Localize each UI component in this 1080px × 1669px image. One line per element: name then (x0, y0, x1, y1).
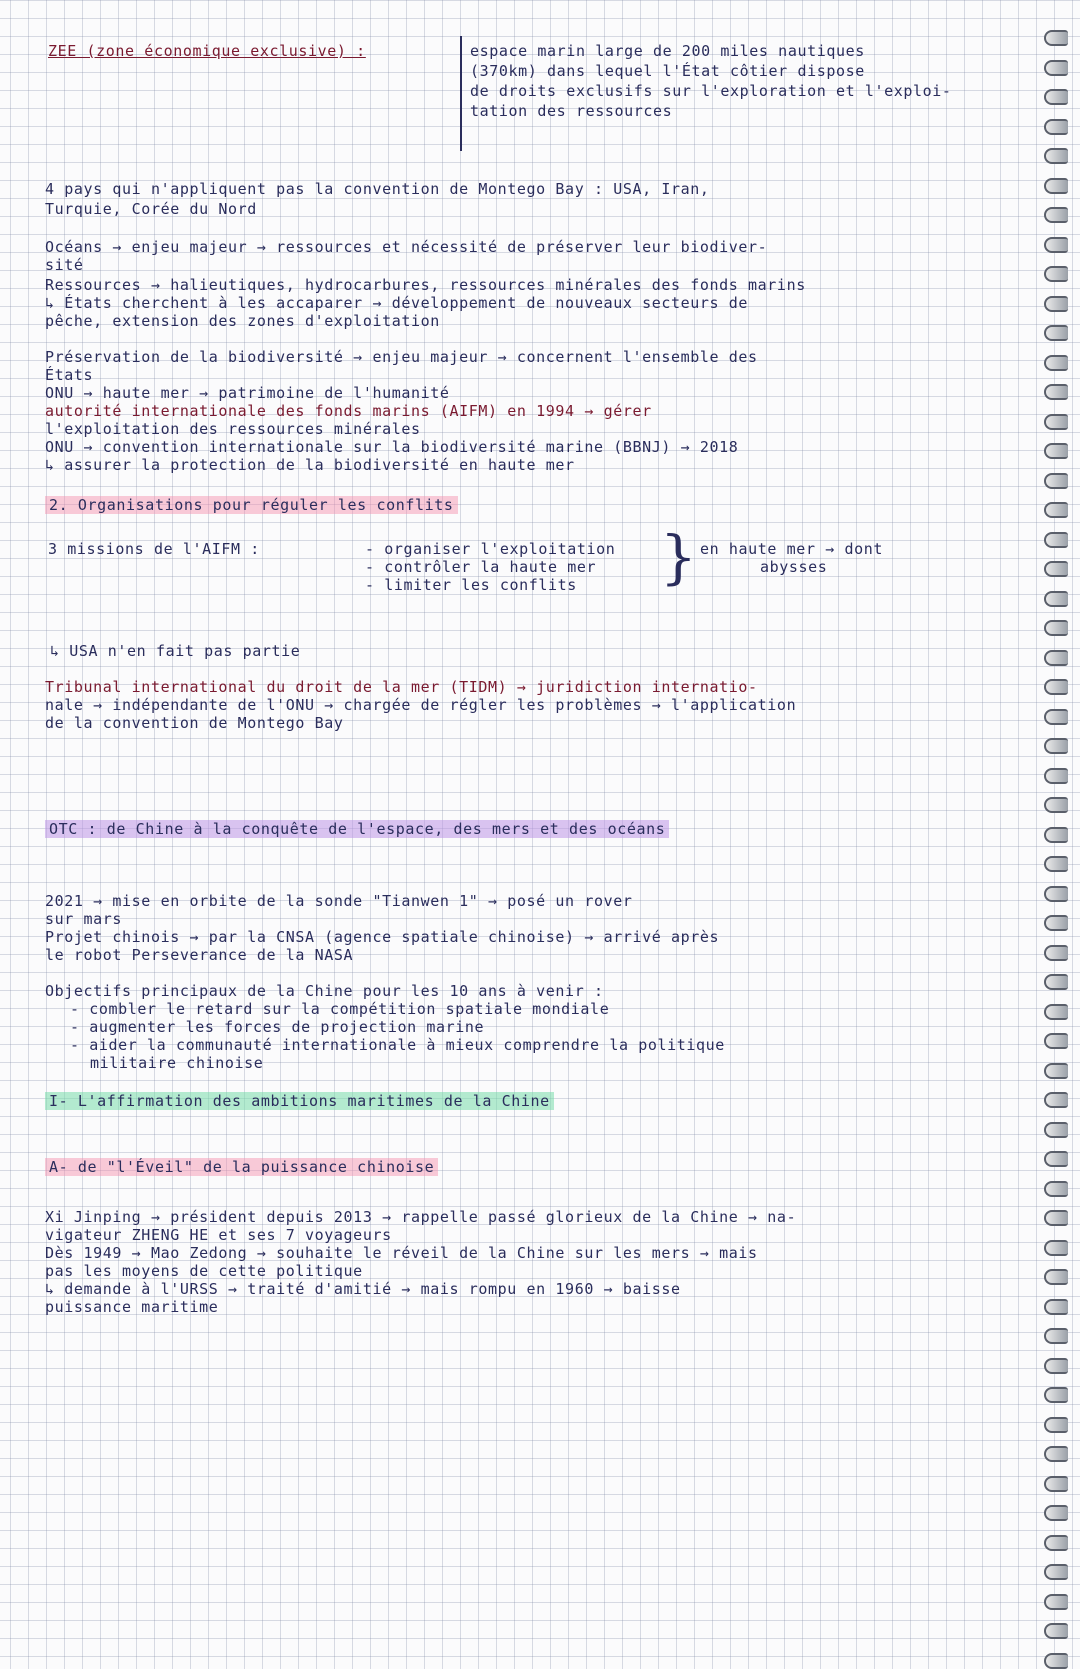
spiral-ring (1044, 237, 1068, 253)
spiral-ring (1044, 178, 1068, 194)
spiral-ring (1044, 502, 1068, 518)
brace-symbol: } (660, 523, 697, 591)
part-a-title: A- de "l'Éveil" de la puissance chinoise (45, 1158, 438, 1176)
missions-label: 3 missions de l'AIFM : (48, 540, 260, 558)
zee-definition-line: de droits exclusifs sur l'exploration et l'exploi- (470, 82, 952, 100)
xi-line: vigateur ZHENG HE et ses 7 voyageurs (45, 1226, 392, 1244)
spiral-ring (1044, 797, 1068, 813)
bbnj-line: ONU → convention internationale sur la biodiversité marine (BBNJ) → 2018 (45, 438, 739, 456)
mission-item: - limiter les conflits (365, 576, 577, 594)
oceans-line: sité (45, 256, 84, 274)
objectif-item: - augmenter les forces de projection marine (70, 1018, 485, 1036)
spiral-ring (1044, 650, 1068, 666)
notebook-page (40, 28, 1025, 1508)
tidm-line: Tribunal international du droit de la mer (TIDM) → juridiction internatio- (45, 678, 758, 696)
tianwen-line: sur mars (45, 910, 123, 928)
spiral-ring (1044, 1623, 1068, 1639)
spiral-ring (1044, 1181, 1068, 1197)
mission-item: - contrôler la haute mer (365, 558, 597, 576)
zee-title: ZEE (zone économique exclusive) : (48, 42, 366, 60)
part-1-title: I- L'affirmation des ambitions maritimes de la Chine (45, 1092, 554, 1110)
spiral-ring (1044, 915, 1068, 931)
spiral-ring (1044, 1151, 1068, 1167)
zee-definition-line: tation des ressources (470, 102, 673, 120)
preservation-line: États (45, 366, 94, 384)
spiral-ring (1044, 886, 1068, 902)
spiral-ring (1044, 827, 1068, 843)
zee-definition-line: espace marin large de 200 miles nautiques (470, 42, 865, 60)
bbnj-line: ↳ assurer la protection de la biodiversité en haute mer (45, 456, 575, 474)
mao-line: pas les moyens de cette politique (45, 1262, 363, 1280)
objectif-item: - aider la communauté internationale à mieux comprendre la politique (70, 1036, 725, 1054)
objectif-item: - combler le retard sur la compétition spatiale mondiale (70, 1000, 610, 1018)
spiral-ring (1044, 1653, 1068, 1669)
aifm-line: autorité internationale des fonds marins (AIFM) en 1994 → gérer (45, 402, 652, 420)
spiral-ring (1044, 148, 1068, 164)
spiral-ring (1044, 1092, 1068, 1108)
missions-scope: abysses (760, 558, 828, 576)
objectifs-heading: Objectifs principaux de la Chine pour les 10 ans à venir : (45, 982, 604, 1000)
spiral-ring (1044, 1269, 1068, 1285)
ressources-line: ↳ États cherchent à les accaparer → développement de nouveaux secteurs de (45, 294, 749, 312)
mao-line: puissance maritime (45, 1298, 219, 1316)
spiral-ring (1044, 1210, 1068, 1226)
spiral-ring (1044, 945, 1068, 961)
notebook-spiral-binding (1044, 30, 1074, 1510)
spiral-ring (1044, 384, 1068, 400)
spiral-ring (1044, 679, 1068, 695)
spiral-ring (1044, 561, 1068, 577)
zee-definition-line: (370km) dans lequel l'État côtier dispose (470, 62, 865, 80)
spiral-ring (1044, 1505, 1068, 1521)
spiral-ring (1044, 532, 1068, 548)
spiral-ring (1044, 60, 1068, 76)
montego-line: Turquie, Corée du Nord (45, 200, 257, 218)
spiral-ring (1044, 89, 1068, 105)
spiral-ring (1044, 355, 1068, 371)
section-2-title: 2. Organisations pour réguler les conflits (45, 496, 458, 514)
spiral-ring (1044, 414, 1068, 430)
spiral-ring (1044, 974, 1068, 990)
preservation-line: Préservation de la biodiversité → enjeu majeur → concernent l'ensemble des (45, 348, 758, 366)
otc-title: OTC : de Chine à la conquête de l'espace, des mers et des océans (45, 820, 669, 838)
spiral-ring (1044, 768, 1068, 784)
tianwen-line: Projet chinois → par la CNSA (agence spatiale chinoise) → arrivé après (45, 928, 720, 946)
spiral-ring (1044, 738, 1068, 754)
spiral-ring (1044, 473, 1068, 489)
spiral-ring (1044, 1004, 1068, 1020)
spiral-ring (1044, 1328, 1068, 1344)
spiral-ring (1044, 30, 1068, 46)
spiral-ring (1044, 1564, 1068, 1580)
spiral-ring (1044, 1387, 1068, 1403)
ressources-line: Ressources → halieutiques, hydrocarbures, ressources minérales des fonds marins (45, 276, 806, 294)
aifm-line: l'exploitation des ressources minérales (45, 420, 421, 438)
mission-item: - organiser l'exploitation (365, 540, 616, 558)
spiral-ring (1044, 591, 1068, 607)
spiral-ring (1044, 1417, 1068, 1433)
spiral-ring (1044, 1594, 1068, 1610)
spiral-ring (1044, 119, 1068, 135)
spiral-ring (1044, 620, 1068, 636)
mao-line: Dès 1949 → Mao Zedong → souhaite le réveil de la Chine sur les mers → mais (45, 1244, 758, 1262)
xi-line: Xi Jinping → président depuis 2013 → rappelle passé glorieux de la Chine → na- (45, 1208, 797, 1226)
spiral-ring (1044, 856, 1068, 872)
usa-note: ↳ USA n'en fait pas partie (50, 642, 301, 660)
spiral-ring (1044, 1476, 1068, 1492)
montego-line: 4 pays qui n'appliquent pas la convention de Montego Bay : USA, Iran, (45, 180, 710, 198)
spiral-ring (1044, 207, 1068, 223)
spiral-ring (1044, 325, 1068, 341)
missions-scope: en haute mer → dont (700, 540, 883, 558)
spiral-ring (1044, 1299, 1068, 1315)
spiral-ring (1044, 443, 1068, 459)
spiral-ring (1044, 1240, 1068, 1256)
spiral-ring (1044, 1535, 1068, 1551)
objectif-item: militaire chinoise (90, 1054, 264, 1072)
spiral-ring (1044, 1358, 1068, 1374)
tidm-line: nale → indépendante de l'ONU → chargée de régler les problèmes → l'application (45, 696, 797, 714)
oceans-line: Océans → enjeu majeur → ressources et nécessité de préserver leur biodiver- (45, 238, 768, 256)
spiral-ring (1044, 1063, 1068, 1079)
spiral-ring (1044, 296, 1068, 312)
onu-line: ONU → haute mer → patrimoine de l'humanité (45, 384, 450, 402)
spiral-ring (1044, 266, 1068, 282)
spiral-ring (1044, 1122, 1068, 1138)
tianwen-line: 2021 → mise en orbite de la sonde "Tianwen 1" → posé un rover (45, 892, 633, 910)
spiral-ring (1044, 1446, 1068, 1462)
spiral-ring (1044, 1033, 1068, 1049)
spiral-ring (1044, 709, 1068, 725)
ressources-line: pêche, extension des zones d'exploitation (45, 312, 440, 330)
mao-line: ↳ demande à l'URSS → traité d'amitié → mais rompu en 1960 → baisse (45, 1280, 681, 1298)
tidm-line: de la convention de Montego Bay (45, 714, 344, 732)
tianwen-line: le robot Perseverance de la NASA (45, 946, 354, 964)
